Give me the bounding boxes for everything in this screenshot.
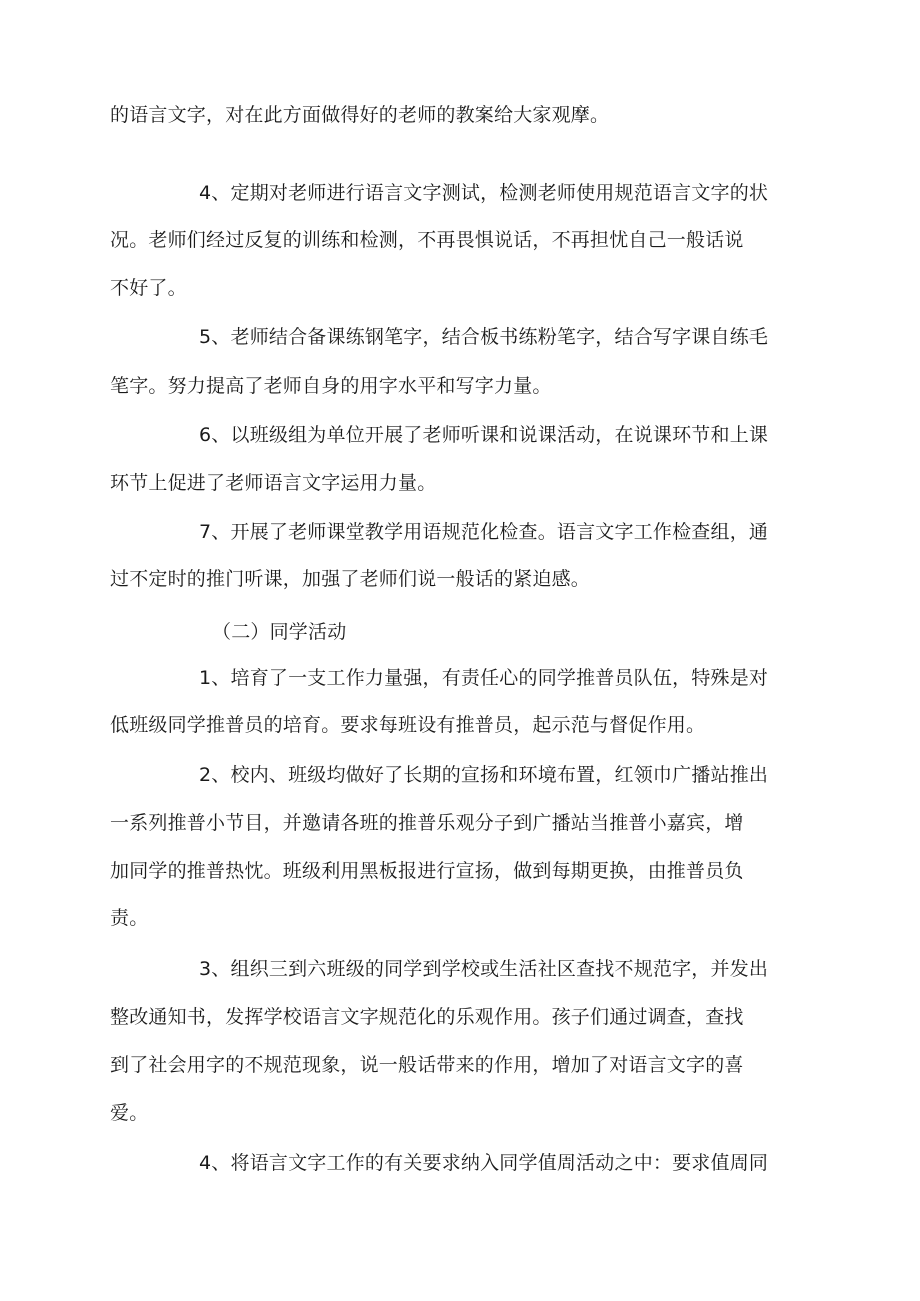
section-heading: （二）同学活动 [212, 621, 347, 643]
text-line: 笔字。努力提高了老师自身的用字水平和写字力量。 [110, 375, 552, 397]
text-line: 5、老师结合备课练钢笔字，结合板书练粉笔字，结合写字课自练毛 [199, 326, 769, 348]
text-line: 的语言文字，对在此方面做得好的老师的教案给大家观摩。 [110, 104, 610, 126]
text-line: 爱。 [110, 1102, 149, 1124]
text-line: 整改通知书，发挥学校语言文字规范化的乐观作用。孩子们通过调查，查找 [110, 1006, 744, 1028]
text-line: 7、开展了老师课堂教学用语规范化检查。语言文字工作检查组，通 [199, 521, 769, 543]
text-line: 况。老师们经过反复的训练和检测，不再畏惧说话，不再担忧自己一般话说 [110, 229, 744, 251]
text-line: 加同学的推普热忱。班级利用黑板报进行宣扬，做到每期更换，由推普员负 [110, 860, 744, 882]
text-line: 过不定时的推门听课，加强了老师们说一般话的紧迫感。 [110, 568, 591, 590]
text-line: 一系列推普小节目，并邀请各班的推普乐观分子到广播站当推普小嘉宾，增 [110, 812, 744, 834]
text-line: 不好了。 [110, 277, 187, 299]
text-line: 1、培育了一支工作力量强，有责任心的同学推普员队伍，特殊是对 [199, 667, 769, 689]
text-line: 4、定期对老师进行语言文字测试，检测老师使用规范语言文字的状 [199, 182, 769, 204]
text-line: 4、将语言文字工作的有关要求纳入同学值周活动之中：要求值周同 [199, 1152, 769, 1174]
text-line: 2、校内、班级均做好了长期的宣扬和环境布置，红领巾广播站推出 [199, 764, 769, 786]
text-line: 责。 [110, 907, 149, 929]
text-line: 3、组织三到六班级的同学到学校或生活社区查找不规范字，并发出 [199, 958, 769, 980]
text-line: 到了社会用字的不规范现象，说一般话带来的作用，增加了对语言文字的喜 [110, 1054, 744, 1076]
text-line: 低班级同学推普员的培育。要求每班设有推普员，起示范与督促作用。 [110, 714, 706, 736]
text-line: 6、以班级组为单位开展了老师听课和说课活动，在说课环节和上课 [199, 424, 769, 446]
text-line: 环节上促进了老师语言文字运用力量。 [110, 472, 437, 494]
